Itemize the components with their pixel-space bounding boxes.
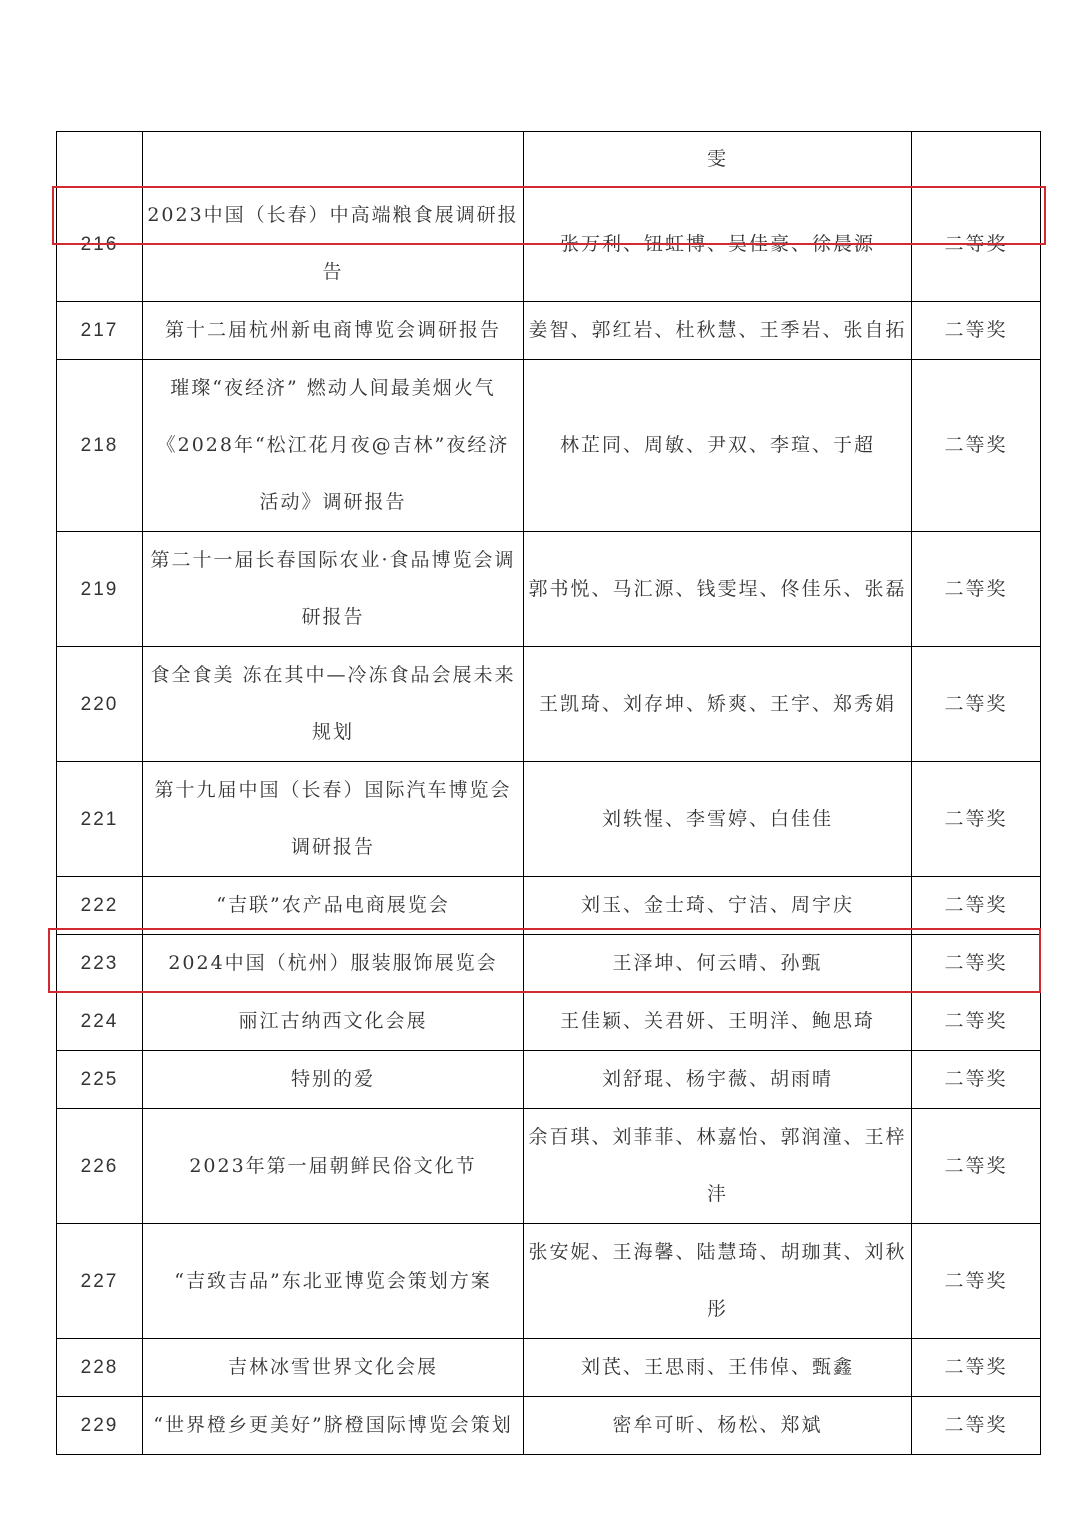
row-title: 2024中国（杭州）服装服饰展览会 bbox=[143, 935, 524, 993]
table-row bbox=[57, 1339, 1041, 1397]
row-prize: 二等奖 bbox=[912, 532, 1041, 647]
row-title: 食全食美 冻在其中—冷冻食品会展未来规划 bbox=[143, 647, 524, 762]
row-title: 特别的爱 bbox=[143, 1051, 524, 1109]
row-prize: 二等奖 bbox=[912, 1051, 1041, 1109]
header-no-cell bbox=[57, 132, 143, 187]
row-names: 王泽坤、何云晴、孙甄 bbox=[524, 935, 912, 993]
row-title: 第二十一届长春国际农业·食品博览会调研报告 bbox=[143, 532, 524, 647]
row-prize: 二等奖 bbox=[912, 935, 1041, 993]
row-title: 第十二届杭州新电商博览会调研报告 bbox=[143, 302, 524, 360]
row-title: “吉联”农产品电商展览会 bbox=[143, 877, 524, 935]
row-names: 余百琪、刘菲菲、林嘉怡、郭润潼、王梓沣 bbox=[524, 1109, 912, 1224]
row-number: 225 bbox=[57, 1051, 143, 1109]
row-names: 姜智、郭红岩、杜秋慧、王季岩、张自拓 bbox=[524, 302, 912, 360]
row-number: 224 bbox=[57, 993, 143, 1051]
row-title: 丽江古纳西文化会展 bbox=[143, 993, 524, 1051]
table-row bbox=[57, 935, 1041, 993]
row-number: 221 bbox=[57, 762, 143, 877]
table-row bbox=[57, 360, 1041, 532]
row-prize: 二等奖 bbox=[912, 1339, 1041, 1397]
header-names-cell: 雯 bbox=[524, 132, 912, 187]
row-names: 王佳颖、关君妍、王明洋、鲍思琦 bbox=[524, 993, 912, 1051]
row-names: 刘玉、金士琦、宁洁、周宇庆 bbox=[524, 877, 912, 935]
row-prize: 二等奖 bbox=[912, 302, 1041, 360]
row-title: “吉致吉品”东北亚博览会策划方案 bbox=[143, 1224, 524, 1339]
row-names: 王凯琦、刘存坤、矫爽、王宇、郑秀娟 bbox=[524, 647, 912, 762]
row-number: 220 bbox=[57, 647, 143, 762]
row-number: 216 bbox=[57, 187, 143, 302]
row-names: 张万利、钮虹博、吴佳豪、徐晨源 bbox=[524, 187, 912, 302]
row-names: 刘芪、王思雨、王伟倬、甄鑫 bbox=[524, 1339, 912, 1397]
table-row bbox=[57, 762, 1041, 877]
table-row bbox=[57, 302, 1041, 360]
row-prize: 二等奖 bbox=[912, 647, 1041, 762]
table-row bbox=[57, 1224, 1041, 1339]
header-title-cell bbox=[143, 132, 524, 187]
row-prize: 二等奖 bbox=[912, 877, 1041, 935]
row-title: “世界橙乡更美好”脐橙国际博览会策划 bbox=[143, 1397, 524, 1455]
row-title: 2023年第一届朝鲜民俗文化节 bbox=[143, 1109, 524, 1224]
row-number: 223 bbox=[57, 935, 143, 993]
row-prize: 二等奖 bbox=[912, 1109, 1041, 1224]
row-prize: 二等奖 bbox=[912, 187, 1041, 302]
row-title: 吉林冰雪世界文化会展 bbox=[143, 1339, 524, 1397]
awards-table bbox=[56, 131, 1041, 1455]
table-row bbox=[57, 647, 1041, 762]
row-names: 张安妮、王海馨、陆慧琦、胡珈萁、刘秋彤 bbox=[524, 1224, 912, 1339]
row-prize: 二等奖 bbox=[912, 360, 1041, 532]
row-prize: 二等奖 bbox=[912, 762, 1041, 877]
row-names: 郭书悦、马汇源、钱雯埕、佟佳乐、张磊 bbox=[524, 532, 912, 647]
table-row bbox=[57, 1397, 1041, 1455]
row-names: 林芷同、周敏、尹双、李瑄、于超 bbox=[524, 360, 912, 532]
row-prize: 二等奖 bbox=[912, 1224, 1041, 1339]
row-number: 218 bbox=[57, 360, 143, 532]
row-number: 228 bbox=[57, 1339, 143, 1397]
table-header-row bbox=[57, 132, 1041, 187]
row-names: 刘舒琨、杨宇薇、胡雨晴 bbox=[524, 1051, 912, 1109]
row-number: 217 bbox=[57, 302, 143, 360]
table-row bbox=[57, 1109, 1041, 1224]
row-number: 229 bbox=[57, 1397, 143, 1455]
row-number: 222 bbox=[57, 877, 143, 935]
row-names: 密牟可昕、杨松、郑斌 bbox=[524, 1397, 912, 1455]
row-number: 226 bbox=[57, 1109, 143, 1224]
row-title: 第十九届中国（长春）国际汽车博览会调研报告 bbox=[143, 762, 524, 877]
table-row bbox=[57, 877, 1041, 935]
header-prize-cell bbox=[912, 132, 1041, 187]
table-row bbox=[57, 993, 1041, 1051]
table-row bbox=[57, 1051, 1041, 1109]
row-names: 刘轶惺、李雪婷、白佳佳 bbox=[524, 762, 912, 877]
row-prize: 二等奖 bbox=[912, 993, 1041, 1051]
table-row bbox=[57, 187, 1041, 302]
row-prize: 二等奖 bbox=[912, 1397, 1041, 1455]
table-row bbox=[57, 532, 1041, 647]
row-number: 219 bbox=[57, 532, 143, 647]
row-title: 璀璨“夜经济” 燃动人间最美烟火气《2028年“松江花月夜@吉林”夜经济活动》调研报告 bbox=[143, 360, 524, 532]
row-number: 227 bbox=[57, 1224, 143, 1339]
row-title: 2023中国（长春）中高端粮食展调研报告 bbox=[143, 187, 524, 302]
